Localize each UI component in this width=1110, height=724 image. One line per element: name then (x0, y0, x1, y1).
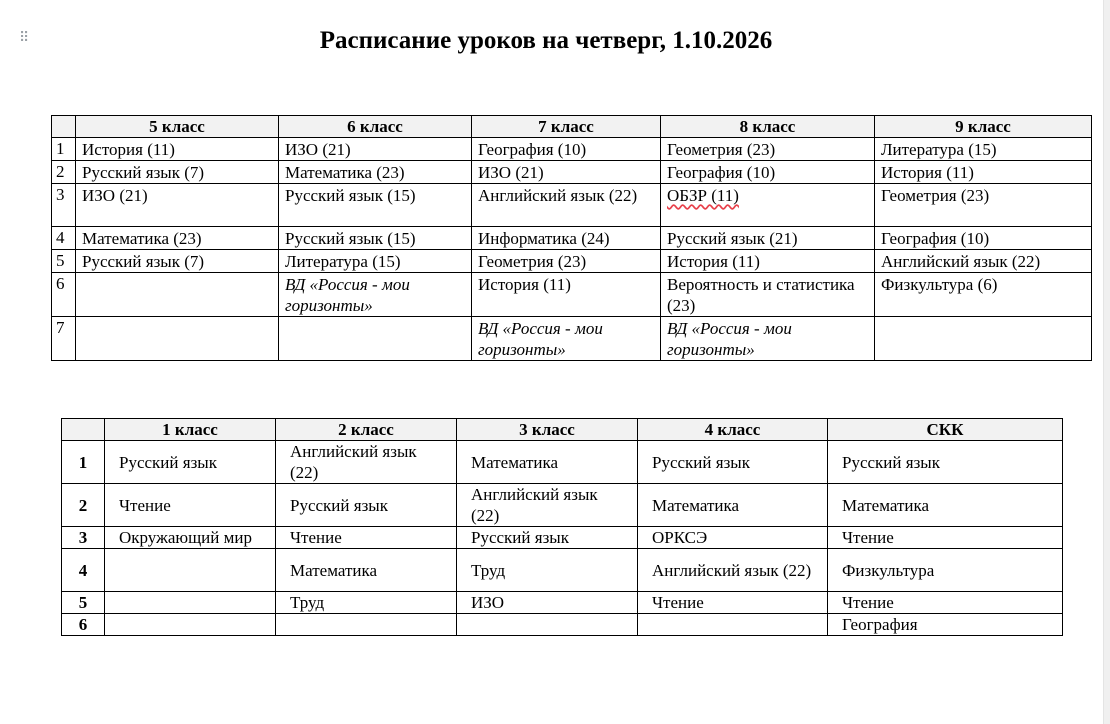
table-cell[interactable] (276, 614, 457, 636)
table-row (52, 138, 1092, 161)
junior-schedule-table (61, 418, 1063, 636)
spellcheck-underlined-text: ОБЗР (11) (667, 186, 739, 205)
table-cell[interactable]: Математика (638, 484, 828, 527)
page-title: Расписание уроков на четверг, 1.10.2026 (319, 27, 773, 54)
table-cell[interactable]: ВД «Россия - мои горизонты» (279, 273, 472, 317)
table-cell[interactable] (661, 184, 875, 227)
table-cell[interactable]: Математика (457, 441, 638, 484)
table-cell[interactable]: История (11) (472, 273, 661, 317)
lesson-number: 4 (52, 227, 76, 250)
column-header: 1 класс (105, 419, 276, 441)
table-cell[interactable]: ИЗО (457, 592, 638, 614)
table-cell[interactable]: Чтение (276, 527, 457, 549)
column-header: 8 класс (661, 116, 875, 138)
table-row (62, 549, 1063, 592)
table-cell[interactable] (875, 317, 1092, 361)
table-cell[interactable]: ИЗО (21) (76, 184, 279, 227)
table-cell[interactable]: ВД «Россия - мои горизонты» (661, 317, 875, 361)
table-cell[interactable]: История (11) (661, 250, 875, 273)
table-row (52, 227, 1092, 250)
table-cell[interactable] (638, 614, 828, 636)
column-header: СКК (828, 419, 1063, 441)
lesson-number: 5 (52, 250, 76, 273)
table-row (52, 161, 1092, 184)
table-cell[interactable]: Геометрия (23) (875, 184, 1092, 227)
table-cell[interactable]: Информатика (24) (472, 227, 661, 250)
table-cell[interactable]: Физкультура (6) (875, 273, 1092, 317)
header-corner (52, 116, 76, 138)
table-cell[interactable]: Русский язык (828, 441, 1063, 484)
table-cell[interactable]: ИЗО (21) (472, 161, 661, 184)
table-cell[interactable]: Литература (15) (875, 138, 1092, 161)
table-cell[interactable]: География (828, 614, 1063, 636)
column-header: 5 класс (76, 116, 279, 138)
table-cell[interactable]: Английский язык (22) (457, 484, 638, 527)
table-cell[interactable] (105, 592, 276, 614)
table-cell[interactable]: Математика (828, 484, 1063, 527)
table-cell[interactable]: Чтение (828, 592, 1063, 614)
table-cell[interactable]: Чтение (105, 484, 276, 527)
table-cell[interactable]: Математика (23) (279, 161, 472, 184)
table-cell[interactable]: Чтение (638, 592, 828, 614)
column-header: 3 класс (457, 419, 638, 441)
table-cell[interactable]: Математика (276, 549, 457, 592)
table-cell[interactable]: Литература (15) (279, 250, 472, 273)
table-row (52, 250, 1092, 273)
lesson-number: 2 (62, 484, 105, 527)
header-corner (62, 419, 105, 441)
table-row (52, 317, 1092, 361)
table-header-row (62, 419, 1063, 441)
table-cell[interactable]: Физкультура (828, 549, 1063, 592)
drag-handle-icon[interactable]: ⠿ (19, 30, 29, 46)
table-row (52, 273, 1092, 317)
table-cell[interactable]: Русский язык (21) (661, 227, 875, 250)
table-cell[interactable]: География (10) (661, 161, 875, 184)
lesson-number: 6 (52, 273, 76, 317)
table-cell[interactable]: ИЗО (21) (279, 138, 472, 161)
table-cell[interactable]: Русский язык (15) (279, 227, 472, 250)
table-cell[interactable]: Английский язык (22) (472, 184, 661, 227)
table-cell[interactable]: Русский язык (276, 484, 457, 527)
table-cell[interactable]: Русский язык (15) (279, 184, 472, 227)
table-cell[interactable]: Труд (457, 549, 638, 592)
table-cell[interactable] (279, 317, 472, 361)
lesson-number: 3 (52, 184, 76, 227)
table-cell[interactable] (76, 273, 279, 317)
lesson-number: 5 (62, 592, 105, 614)
table-header-row (52, 116, 1092, 138)
column-header: 6 класс (279, 116, 472, 138)
column-header: 2 класс (276, 419, 457, 441)
table-row (62, 614, 1063, 636)
table-cell[interactable] (105, 614, 276, 636)
lesson-number: 1 (52, 138, 76, 161)
table-cell[interactable]: Английский язык (22) (875, 250, 1092, 273)
table-cell[interactable]: Математика (23) (76, 227, 279, 250)
table-cell[interactable]: Русский язык (638, 441, 828, 484)
lesson-number: 6 (62, 614, 105, 636)
table-cell[interactable]: Русский язык (7) (76, 250, 279, 273)
table-cell[interactable]: ОРКСЭ (638, 527, 828, 549)
column-header: 4 класс (638, 419, 828, 441)
table-cell[interactable] (105, 549, 276, 592)
column-header: 7 класс (472, 116, 661, 138)
vertical-scrollbar[interactable] (1103, 0, 1110, 724)
column-header: 9 класс (875, 116, 1092, 138)
table-row (62, 484, 1063, 527)
table-cell[interactable] (457, 614, 638, 636)
table-cell[interactable]: Русский язык (457, 527, 638, 549)
lesson-number: 3 (62, 527, 105, 549)
lesson-number: 2 (52, 161, 76, 184)
table-cell[interactable]: Русский язык (7) (76, 161, 279, 184)
lesson-number: 7 (52, 317, 76, 361)
table-cell[interactable]: ВД «Россия - мои горизонты» (472, 317, 661, 361)
table-row (62, 441, 1063, 484)
table-row (62, 592, 1063, 614)
senior-schedule-table (51, 115, 1092, 361)
table-row (52, 184, 1092, 227)
table-cell[interactable]: География (10) (875, 227, 1092, 250)
table-cell[interactable]: История (11) (875, 161, 1092, 184)
table-row (62, 527, 1063, 549)
table-cell[interactable]: Геометрия (23) (661, 138, 875, 161)
table-cell[interactable]: География (10) (472, 138, 661, 161)
table-cell[interactable]: Русский язык (105, 441, 276, 484)
table-cell[interactable]: Чтение (828, 527, 1063, 549)
table-cell[interactable] (76, 317, 279, 361)
table-cell[interactable]: Геометрия (23) (472, 250, 661, 273)
table-cell[interactable]: Труд (276, 592, 457, 614)
table-cell[interactable]: Английский язык (22) (276, 441, 457, 484)
table-cell[interactable]: Окружающий мир (105, 527, 276, 549)
table-cell[interactable]: Английский язык (22) (638, 549, 828, 592)
lesson-number: 1 (62, 441, 105, 484)
table-cell[interactable]: История (11) (76, 138, 279, 161)
table-cell[interactable]: Вероятность и статистика (23) (661, 273, 875, 317)
lesson-number: 4 (62, 549, 105, 592)
